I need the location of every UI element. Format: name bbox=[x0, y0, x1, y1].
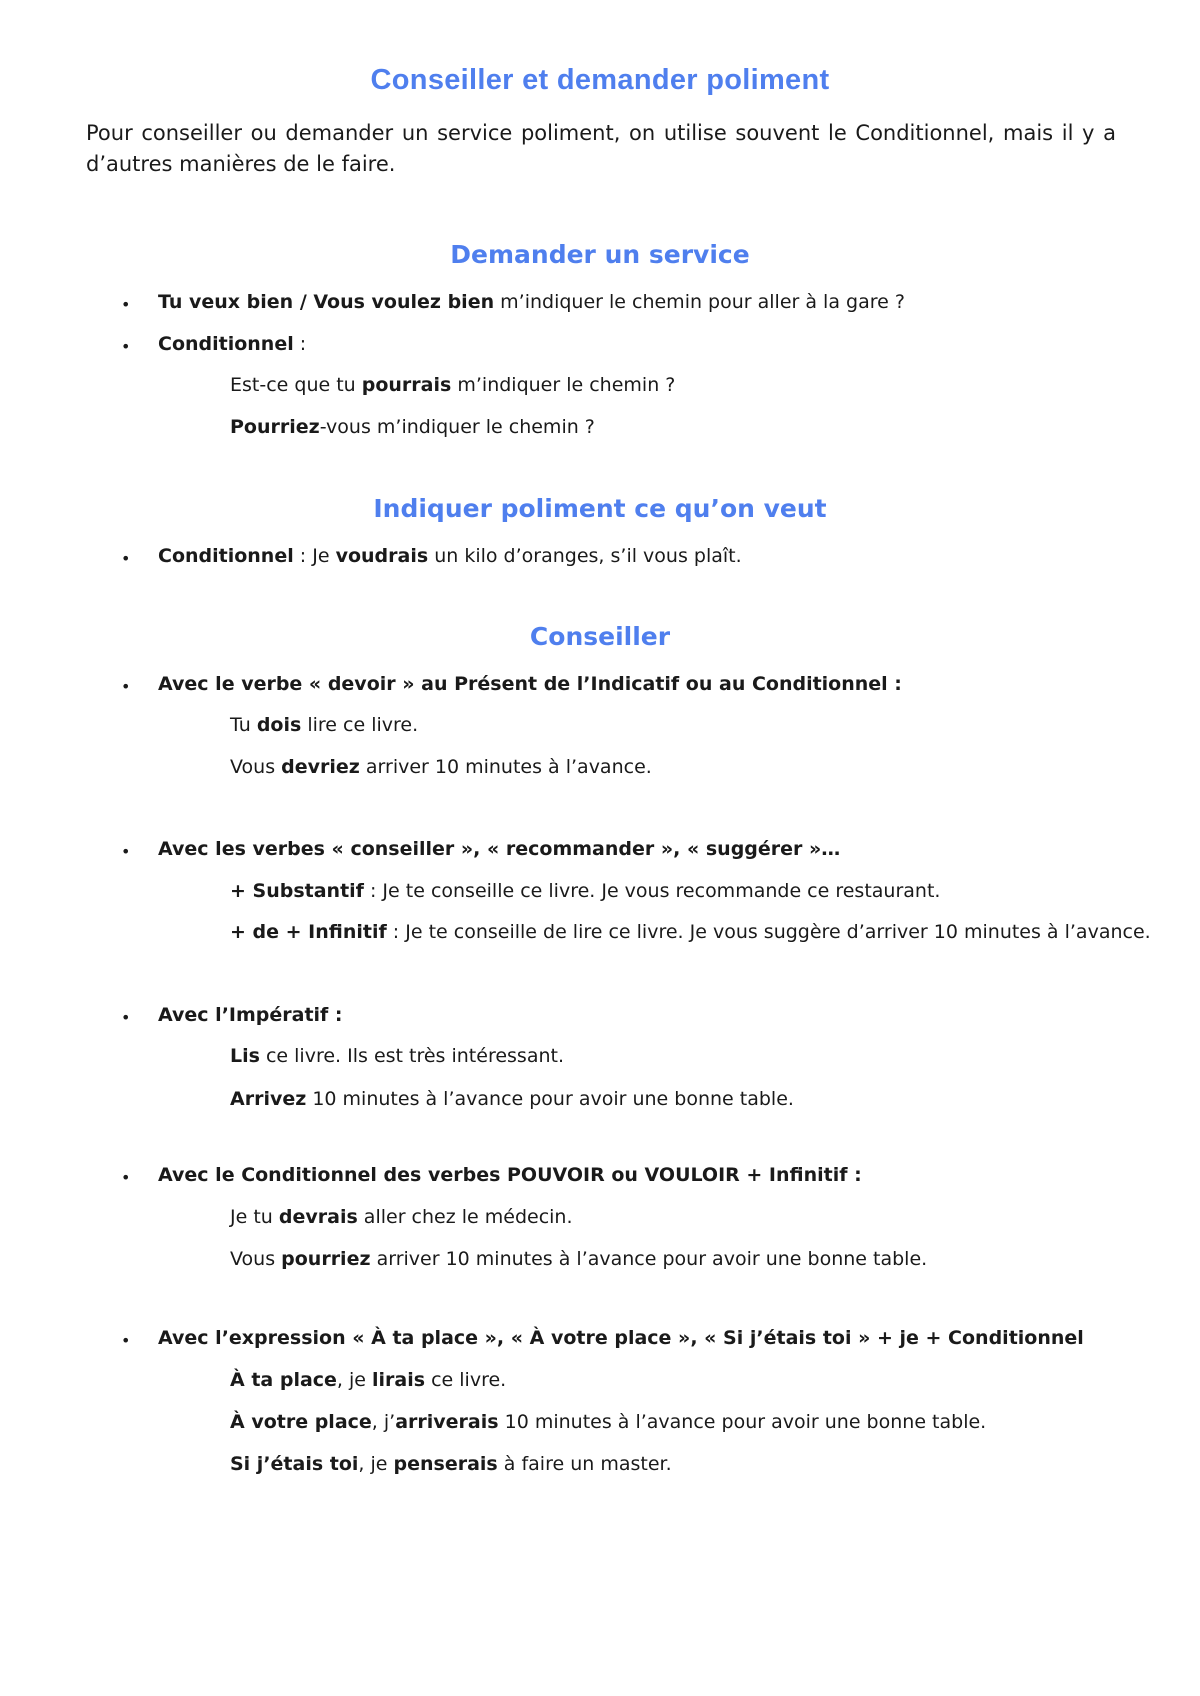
list-item: Avec le Conditionnel des verbes POUVOIR ou VOULOIR + Infinitif : bbox=[158, 1164, 862, 1186]
example-line: Pourriez-vous m’indiquer le chemin ? bbox=[230, 416, 595, 438]
list-item: Tu veux bien / Vous voulez bien m’indiquer le chemin pour aller à la gare ? bbox=[158, 291, 905, 313]
bullet-icon: • bbox=[121, 295, 131, 314]
example-line: Si j’étais toi, je penserais à faire un master. bbox=[230, 1453, 672, 1475]
list-item: Avec l’expression « À ta place », « À votre place », « Si j’étais toi » + je + Conditionnel bbox=[158, 1327, 1084, 1349]
bullet-icon: • bbox=[121, 842, 131, 861]
example-line: + de + Infinitif : Je te conseille de lire ce livre. Je vous suggère d’arriver 10 minutes à l’avance. bbox=[230, 921, 1151, 943]
example-line: Vous pourriez arriver 10 minutes à l’avance pour avoir une bonne table. bbox=[230, 1248, 928, 1270]
bullet-icon: • bbox=[121, 1331, 131, 1350]
example-line: À votre place, j’arriverais 10 minutes à l’avance pour avoir une bonne table. bbox=[230, 1411, 987, 1433]
section-heading-conseiller: Conseiller bbox=[529, 622, 671, 651]
list-item: Conditionnel : bbox=[158, 333, 307, 355]
example-line: Arrivez 10 minutes à l’avance pour avoir une bonne table. bbox=[230, 1088, 794, 1110]
bullet-icon: • bbox=[121, 1168, 131, 1187]
bullet-icon: • bbox=[121, 549, 131, 568]
intro-paragraph: Pour conseiller ou demander un service poliment, on utilise souvent le Conditionnel, mais il y a d’autres manières de le faire. bbox=[86, 121, 1116, 176]
list-item: Avec l’Impératif : bbox=[158, 1004, 343, 1026]
list-item: Avec le verbe « devoir » au Présent de l’Indicatif ou au Conditionnel : bbox=[158, 673, 902, 695]
list-item: Avec les verbes « conseiller », « recommander », « suggérer »… bbox=[158, 838, 841, 860]
bullet-icon: • bbox=[121, 337, 131, 356]
example-line: À ta place, je lirais ce livre. bbox=[230, 1369, 507, 1391]
example-line: Lis ce livre. Ils est très intéressant. bbox=[230, 1045, 565, 1067]
example-line: + Substantif : Je te conseille ce livre. Je vous recommande ce restaurant. bbox=[230, 880, 941, 902]
example-line: Est-ce que tu pourrais m’indiquer le chemin ? bbox=[230, 374, 676, 396]
section-heading-indiquer: Indiquer poliment ce qu’on veut bbox=[373, 494, 827, 523]
section-heading-demander: Demander un service bbox=[450, 240, 750, 269]
bullet-icon: • bbox=[121, 677, 131, 696]
page-title: Conseiller et demander poliment bbox=[370, 64, 830, 96]
list-item: Conditionnel : Je voudrais un kilo d’oranges, s’il vous plaît. bbox=[158, 545, 742, 567]
example-line: Tu dois lire ce livre. bbox=[230, 714, 419, 736]
bullet-icon: • bbox=[121, 1008, 131, 1027]
example-line: Vous devriez arriver 10 minutes à l’avance. bbox=[230, 756, 652, 778]
example-line: Je tu devrais aller chez le médecin. bbox=[230, 1206, 573, 1228]
